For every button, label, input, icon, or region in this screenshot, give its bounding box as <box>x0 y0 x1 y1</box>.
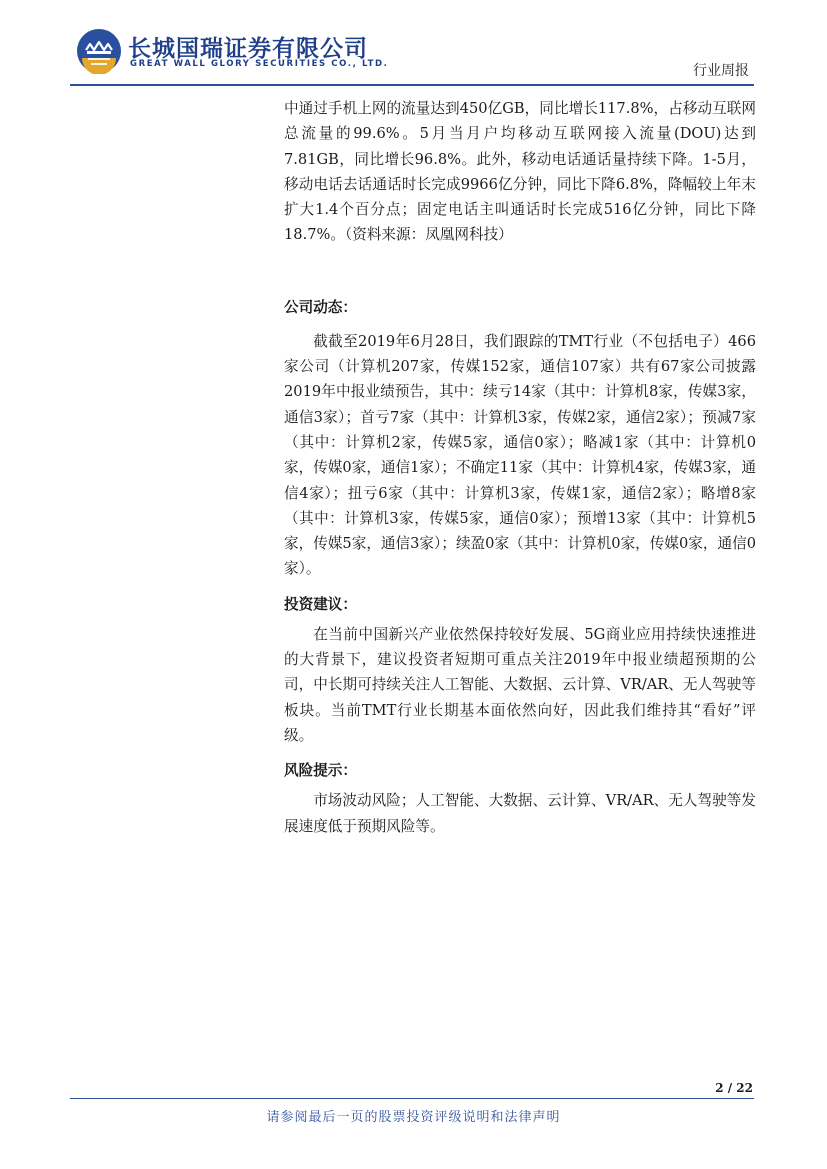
intro-paragraph: 中通过手机上网的流量达到450亿GB，同比增长117.8%，占移动互联网总流量的99.6%。5月当月户均移动互联网接入流量(DOU)达到7.81GB，同比增长96.8%。此外，移动电话通话量持续下降。1-5月，移动电话去话通话时长完成9966亿分钟，同比下降6.8%，降幅较上年末扩大1.4个百分点；固定电话主叫通话时长完成516亿分钟，同比下降18.7%。（资料来源：凤凰网科技） <box>284 100 756 244</box>
investment-advice-paragraph: 在当前中国新兴产业依然保持较好发展、5G商业应用持续快速推进的大背景下，建议投资者短期可重点关注2019年中报业绩超预期的公司，中长期可持续关注人工智能、大数据、云计算、VR/AR、无人驾驶等板块。当前TMT行业长期基本面依然向好，因此我们维持其“看好”评级。 <box>284 625 756 744</box>
company-name-cn: 长城国瑞证券有限公司 <box>128 36 368 62</box>
footer-divider <box>70 1098 754 1099</box>
header-divider <box>70 84 754 86</box>
report-type-label: 行业周报 <box>693 63 749 79</box>
company-news-heading: 公司动态： <box>284 298 357 316</box>
risk-warning-heading: 风险提示： <box>284 762 357 780</box>
company-logo-icon <box>76 28 122 74</box>
report-body <box>284 96 756 839</box>
risk-warning-paragraph: 市场波动风险；人工智能、大数据、云计算、VR/AR、无人驾驶等发展速度低于预期风险等。 <box>284 792 756 835</box>
investment-advice-heading: 投资建议： <box>284 595 357 613</box>
company-news-paragraph: 截截至2019年6月28日，我们跟踪的TMT行业（不包括电子）466家公司（计算机207家，传媒152家，通信107家）共有67家公司披露2019年中报业绩预告，其中：续亏14家（其中：计算机8家，传媒3家，通信3家）；首亏7家（其中：计算机3家，传媒2家，通信2家）；预减7家（其中：计算机2家，传媒5家，通信0家）；略减1家（其中：计算机0家，传媒0家，通信1家）；不确定11家（其中：计算机4家，传媒3家，通信4家）；扭亏6家（其中：计算机3家，传媒1家，通信2家）；略增8家（其中：计算机3家，传媒5家，通信0家）；预增13家（其中：计算机5家，传媒5家，通信3家）；续盈0家（其中：计算机0家，传媒0家，通信0家）。 <box>284 332 756 578</box>
company-name-en: GREAT WALL GLORY SECURITIES CO., LTD. <box>130 59 389 69</box>
page-header <box>0 0 827 90</box>
footer-disclaimer: 请参阅最后一页的股票投资评级说明和法律声明 <box>266 1110 561 1125</box>
page-number: 2 / 22 <box>715 1081 753 1095</box>
